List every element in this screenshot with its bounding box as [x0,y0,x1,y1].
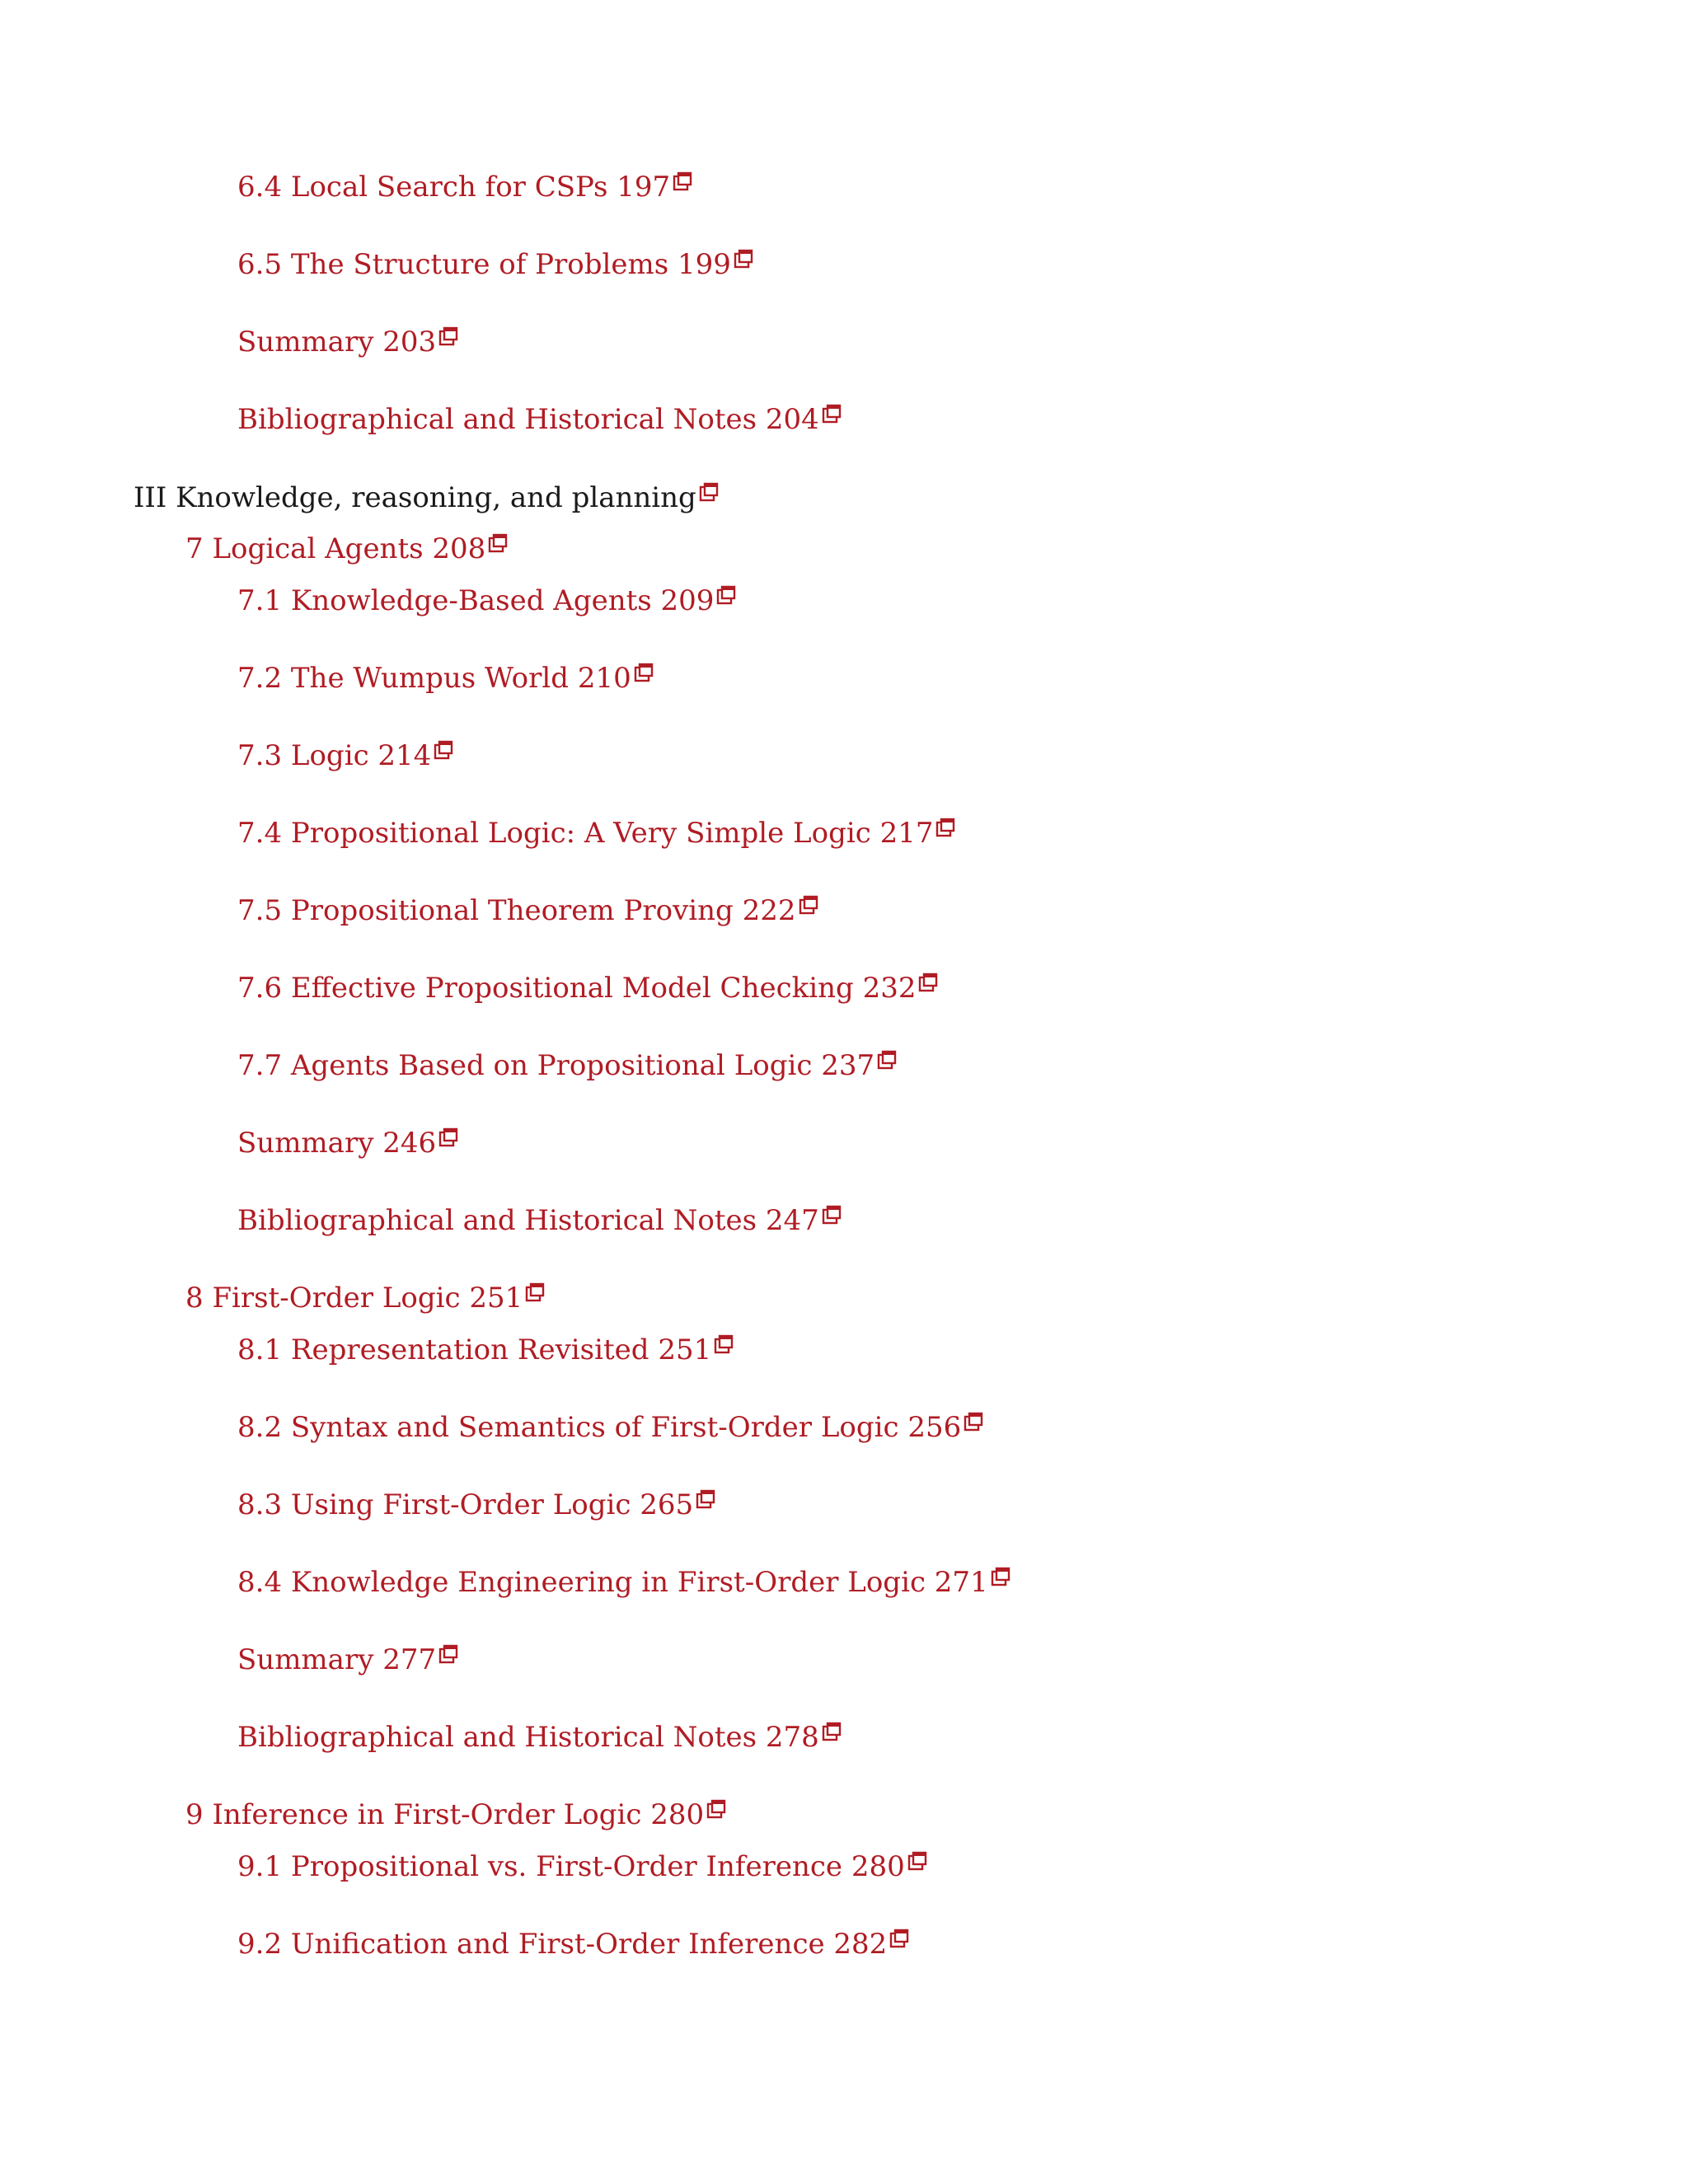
external-link-icon [734,249,753,269]
external-link-icon [696,1489,715,1509]
toc-entry-label: 7.6 Effective Propositional Model Checking 232 [237,972,917,1005]
toc-entry-8-2[interactable] [237,1411,983,1444]
toc-entry-summary-7[interactable] [237,1127,458,1160]
toc-entry-label: 8.1 Representation Revisited 251 [237,1333,712,1366]
toc-entry-label: 7.3 Logic 214 [237,739,432,772]
toc-entry-label: Bibliographical and Historical Notes 247 [237,1204,819,1237]
external-link-icon [714,1334,734,1354]
external-link-icon [964,1412,983,1432]
toc-entry-8-4[interactable] [237,1566,1010,1599]
toc-entry-label: 8.2 Syntax and Semantics of First-Order Logic 256 [237,1411,962,1444]
toc-entry-9-2[interactable] [237,1928,909,1961]
external-link-icon [673,171,692,191]
toc-entry-7-6[interactable] [237,972,938,1005]
toc-entry-7-1[interactable] [237,584,736,617]
toc-entry-7-4[interactable] [237,817,955,850]
toc-entry-summary-8[interactable] [237,1643,458,1676]
toc-entry-6-5[interactable] [237,248,753,281]
toc-entry-label: 9 Inference in First-Order Logic 280 [185,1798,705,1831]
toc-part-label: III Knowledge, reasoning, and planning [134,481,696,514]
toc-entry-notes-8[interactable] [237,1721,842,1754]
toc-chapter-8[interactable] [185,1282,545,1315]
toc-entry-7-2[interactable] [237,662,654,695]
toc-entry-label: 6.5 The Structure of Problems 199 [237,248,731,281]
external-link-icon [525,1282,545,1302]
toc-entry-label: 7.7 Agents Based on Propositional Logic 237 [237,1049,875,1082]
external-link-icon [822,1722,842,1741]
toc-entry-9-1[interactable] [237,1850,927,1883]
toc-entry-label: 7.1 Knowledge-Based Agents 209 [237,584,715,617]
toc-entry-label: Summary 277 [237,1643,437,1676]
external-link-icon [822,404,842,424]
external-link-icon [799,895,818,915]
external-link-icon [438,1127,458,1147]
external-link-icon [706,1799,726,1819]
external-link-icon [438,326,458,346]
toc-entry-notes-6[interactable] [237,403,842,436]
external-link-icon [716,585,736,605]
toc-entry-label: 6.4 Local Search for CSPs 197 [237,171,671,204]
toc-entry-label: 7.4 Propositional Logic: A Very Simple Logic 217 [237,817,934,850]
toc-entry-label: 7 Logical Agents 208 [185,532,486,565]
external-link-icon [488,533,508,553]
toc-part-iii[interactable] [134,481,719,514]
toc-entry-label: Bibliographical and Historical Notes 204 [237,403,819,436]
external-link-icon [699,482,719,502]
toc-entry-notes-7[interactable] [237,1204,842,1237]
external-link-icon [918,972,938,992]
toc-entry-label: 7.5 Propositional Theorem Proving 222 [237,894,796,927]
toc-entry-7-3[interactable] [237,739,453,772]
toc-entry-label: 8.4 Knowledge Engineering in First-Order Logic 271 [237,1566,988,1599]
external-link-icon [907,1851,927,1871]
external-link-icon [935,818,955,837]
toc-entry-label: 9.1 Propositional vs. First-Order Inference 280 [237,1850,905,1883]
toc-entry-8-3[interactable] [237,1488,715,1521]
toc-entry-label: Summary 246 [237,1127,437,1160]
toc-entry-7-5[interactable] [237,894,818,927]
toc-entry-7-7[interactable] [237,1049,897,1082]
toc-entry-label: Bibliographical and Historical Notes 278 [237,1721,819,1754]
toc-entry-label: 7.2 The Wumpus World 210 [237,662,631,695]
toc-entry-label: 8.3 Using First-Order Logic 265 [237,1488,694,1521]
external-link-icon [434,740,453,760]
external-link-icon [889,1929,909,1948]
external-link-icon [877,1050,897,1070]
toc-entry-6-4[interactable] [237,171,692,204]
toc-entry-label: 9.2 Unification and First-Order Inference 282 [237,1928,888,1961]
toc-entry-label: 8 First-Order Logic 251 [185,1282,523,1315]
external-link-icon [634,663,654,682]
toc-chapter-9[interactable] [185,1798,726,1831]
external-link-icon [822,1205,842,1225]
toc-entry-8-1[interactable] [237,1333,734,1366]
external-link-icon [991,1567,1010,1586]
toc-chapter-7[interactable] [185,532,508,565]
external-link-icon [438,1644,458,1664]
toc-entry-label: Summary 203 [237,326,437,359]
toc-entry-summary-6[interactable] [237,326,458,359]
